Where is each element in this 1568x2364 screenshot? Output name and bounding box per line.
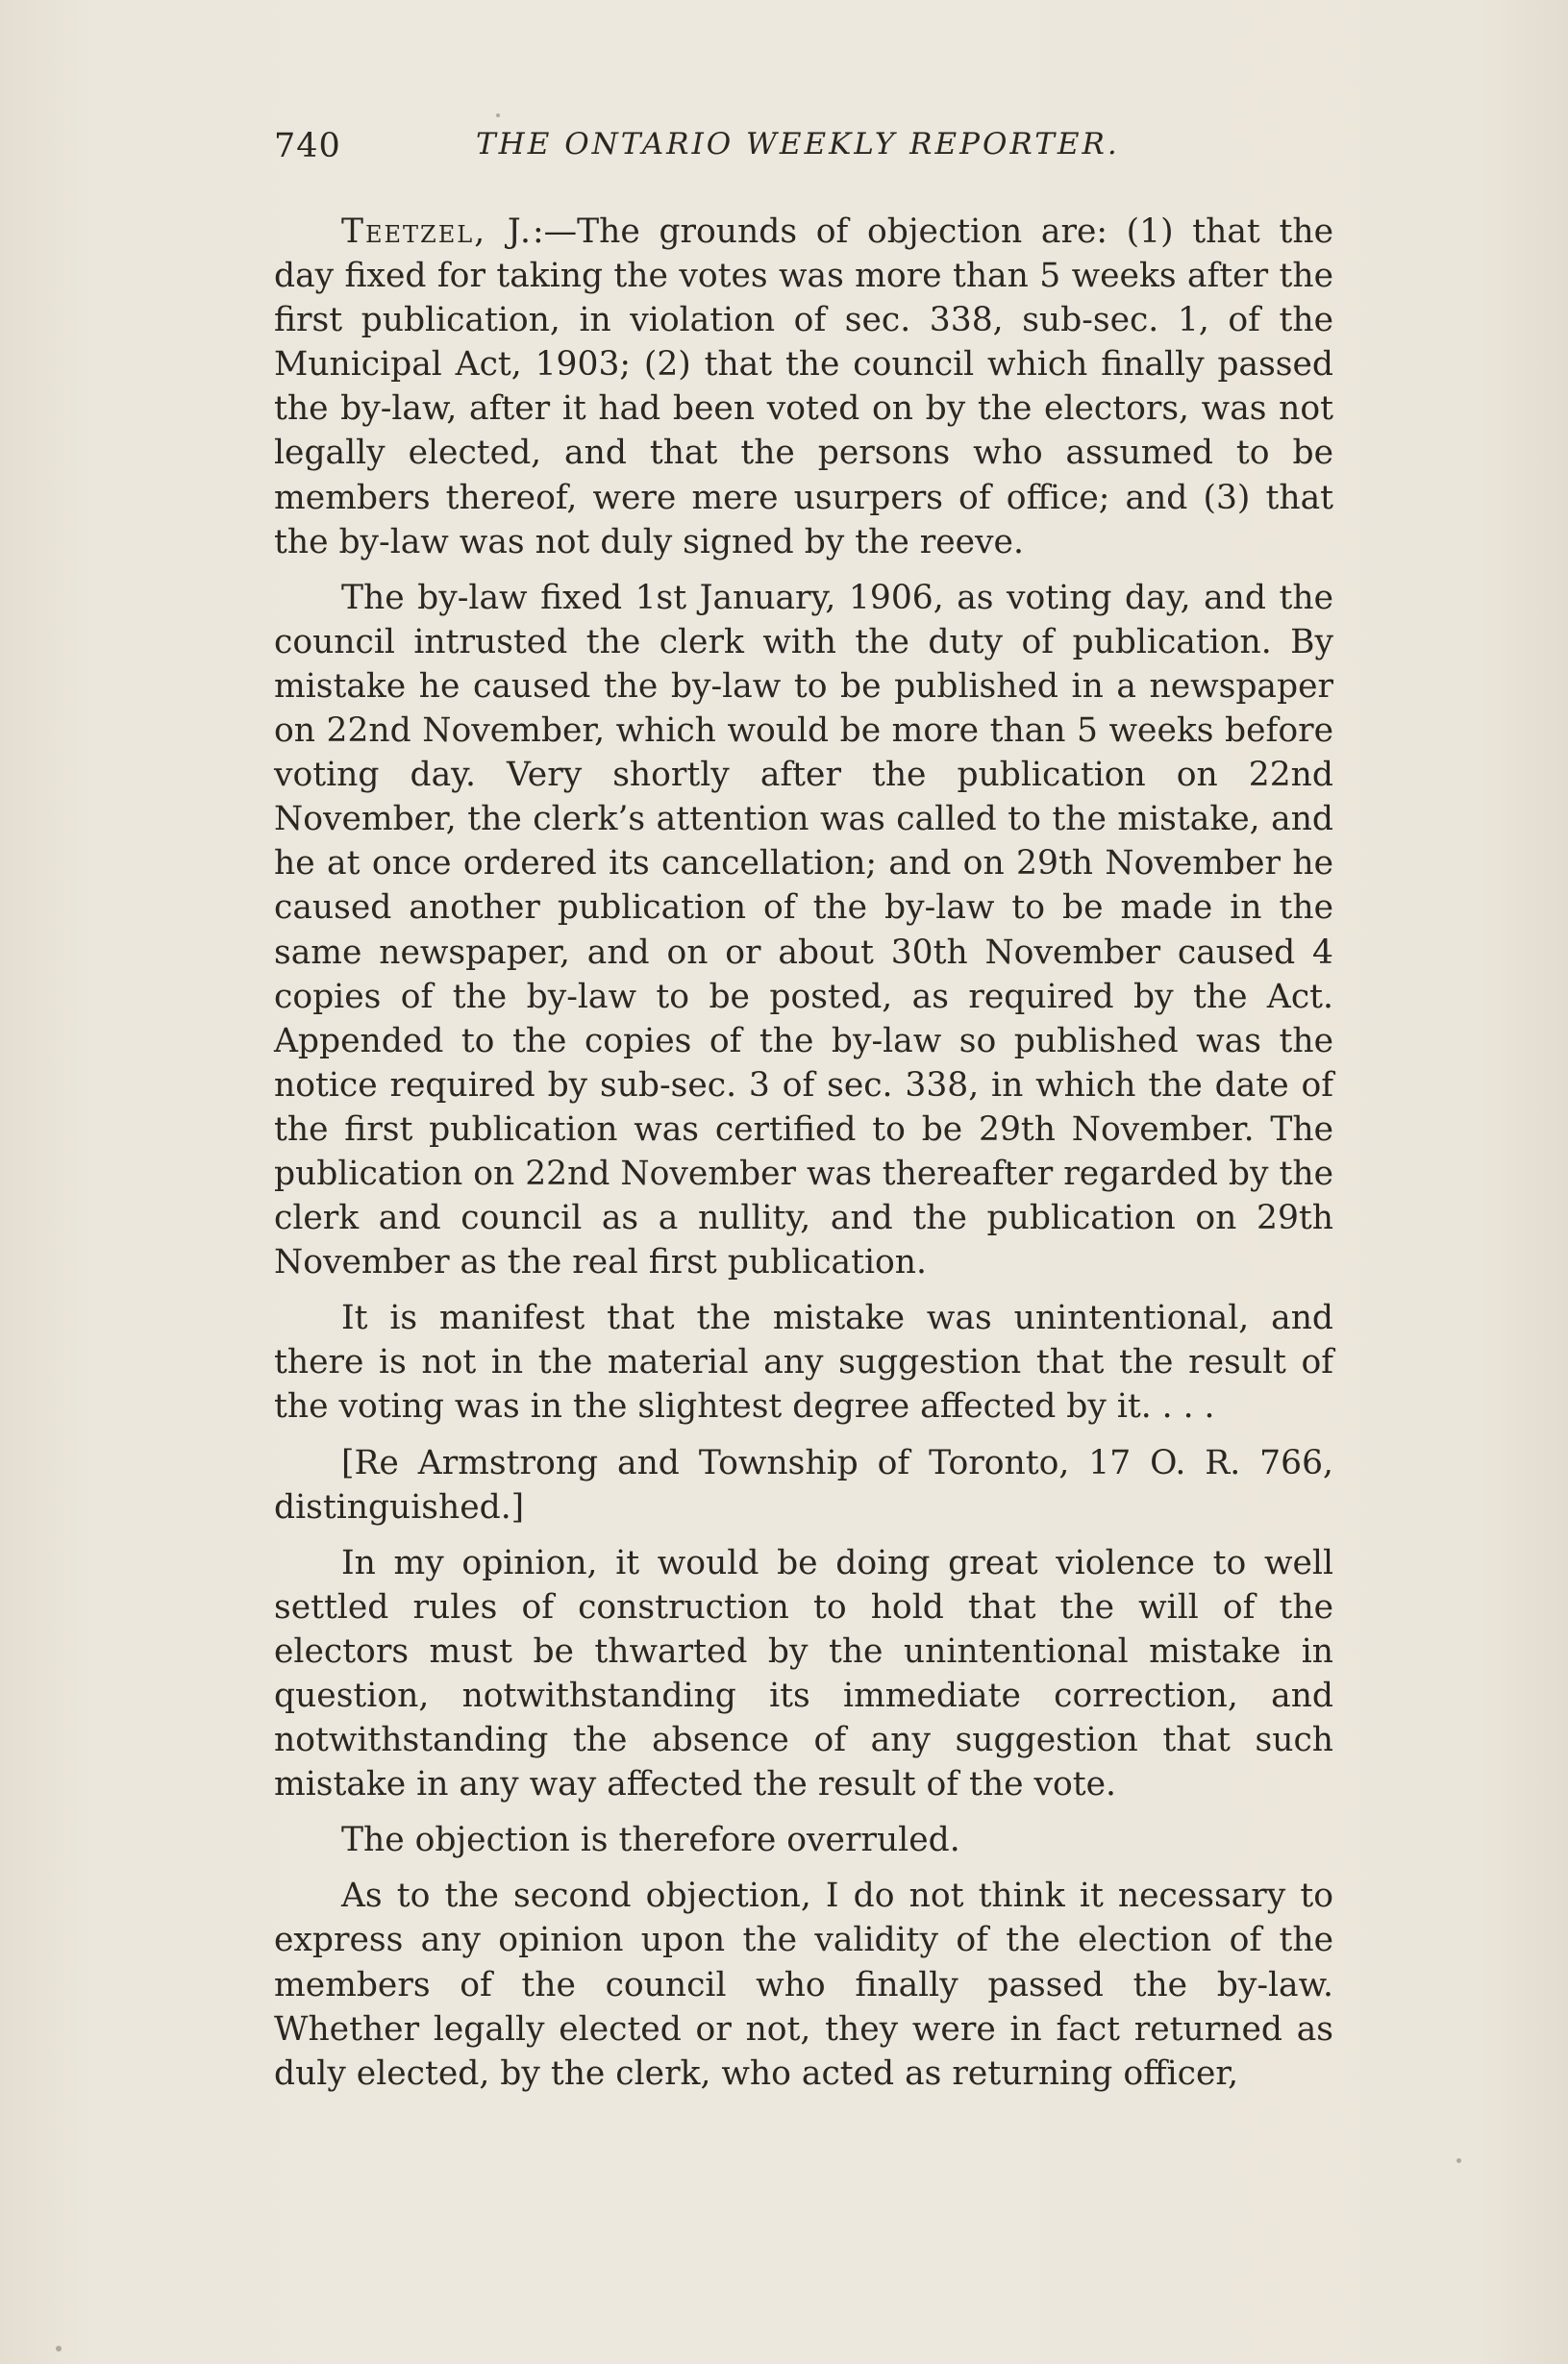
page-header bbox=[274, 127, 1332, 185]
paragraph-6: The objection is therefore overruled. bbox=[341, 1821, 960, 1860]
paper-speck bbox=[1456, 2158, 1461, 2163]
paper-speck bbox=[496, 113, 500, 117]
paragraph-1-text: :—The grounds of objection are: (1) that the day fixed for taking the votes was more than 5 weeks after the first publication, in violation of sec. 338, sub-sec. 1, of the Municipal Act, 1903; (2) that the council which finally passed the by-law, after it had been voted on by the electors, was not legally elected, and that the persons who assumed to be members thereof, were mere usurpers of office; and (3) that the by-law was not duly signed by the reeve. bbox=[274, 212, 1333, 561]
paragraph-7: As to the second objection, I do not think it necessary to express any opinion upon the validity of the election of the members of the council who finally passed the by-law. Whether legally elected or not, they were in fact returned as duly elected, by the clerk, who acted as returning officer, bbox=[274, 1877, 1333, 2093]
paragraph-1 bbox=[274, 210, 1333, 564]
running-head: THE ONTARIO WEEKLY REPORTER. bbox=[476, 127, 1120, 162]
paragraph-4: [Re Armstrong and Township of Toronto, 17 O. R. 766, distinguished.] bbox=[274, 1443, 1333, 1527]
paper-speck bbox=[56, 2346, 62, 2352]
body-text bbox=[274, 210, 1333, 2096]
paragraph-5: In my opinion, it would be doing great violence to well settled rules of construction to hold that the will of the electors must be thwarted by the unintentional mistake in question, notwithstanding its immediate correction, and notwithstanding the absence of any suggestion that such mistake in any way affected the result of the vote. bbox=[274, 1543, 1333, 1804]
paragraph-2: The by-law fixed 1st January, 1906, as voting day, and the council intrusted the clerk with the duty of publication. By mistake he caused the by-law to be published in a newspaper on 22nd November, which would be more than 5 weeks before voting day. Very shortly after the publication on 22nd November, the clerk’s attention was called to the mistake, and he at once ordered its cancellation; and on 29th November he caused another publication of the by-law to be made in the same newspaper, and on or about 30th November caused 4 copies of the by-law to be posted, as required by the Act. Appended to the copies of the by-law so published was the notice required by sub-sec. 3 of sec. 338, in which the date of the first publication was certified to be 29th November. The publication on 22nd November was thereafter regarded by the clerk and council as a nullity, and the publication on 29th November as the real first publication. bbox=[274, 578, 1333, 1282]
paragraph-3: It is manifest that the mistake was unintentional, and there is not in the material any suggestion that the result of the voting was in the slightest degree affected by it. . . . bbox=[274, 1299, 1333, 1427]
page-number: 740 bbox=[274, 127, 341, 165]
judge-name: Teetzel, J. bbox=[341, 212, 533, 251]
